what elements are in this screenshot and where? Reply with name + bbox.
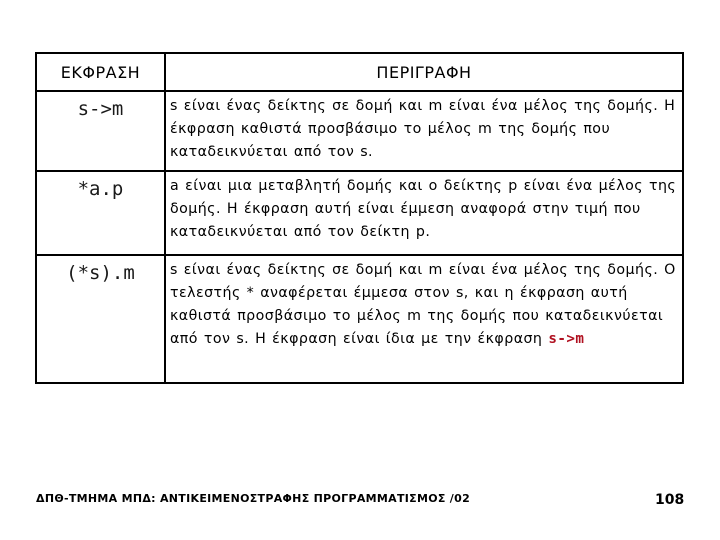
description-cell: a είναι μια μεταβλητή δομής και ο δείκτης p είναι ένα μέλος της δομής. Η έκφραση αυτή είναι έμμεση αναφορά στην τιμή που καταδεικνύεται από τον δείκτη p. bbox=[165, 171, 683, 255]
expression-cell: (*s).m bbox=[36, 255, 165, 383]
table-row bbox=[36, 171, 683, 255]
footer-text: ΔΠΘ-ΤΜΗΜΑ ΜΠΔ: ΑΝΤΙΚΕΙΜΕΝΟΣΤΡΑΦΗΣ ΠΡΟΓΡΑΜΜΑΤΙΣΜΟΣ /02 bbox=[36, 492, 471, 505]
expression-cell: s->m bbox=[36, 91, 165, 171]
header-expression: ΕΚΦΡΑΣΗ bbox=[36, 53, 165, 91]
highlighted-expression: s->m bbox=[548, 331, 585, 347]
header-description: ΠΕΡΙΓΡΑΦΗ bbox=[165, 53, 683, 91]
expression-cell: *a.p bbox=[36, 171, 165, 255]
description-text: s είναι ένας δείκτης σε δομή και m είναι ένα μέλος της δομής. Ο τελεστής * αναφέρεται έμμεσα στον s, και η έκφραση αυτή καθιστά προσβάσιμο το μέλος m της δομής που καταδεικνύεται από τον s. Η έκφραση είναι ίδια με την έκφραση bbox=[170, 262, 676, 347]
operators-table bbox=[35, 52, 684, 384]
table-row bbox=[36, 91, 683, 171]
description-cell bbox=[165, 255, 683, 383]
description-cell: s είναι ένας δείκτης σε δομή και m είναι ένα μέλος της δομής. Η έκφραση καθιστά προσβάσιμο το μέλος m της δομής που καταδεικνύεται από τον s. bbox=[165, 91, 683, 171]
table-row bbox=[36, 255, 683, 383]
table-header-row bbox=[36, 53, 683, 91]
page-number: 108 bbox=[655, 492, 685, 508]
